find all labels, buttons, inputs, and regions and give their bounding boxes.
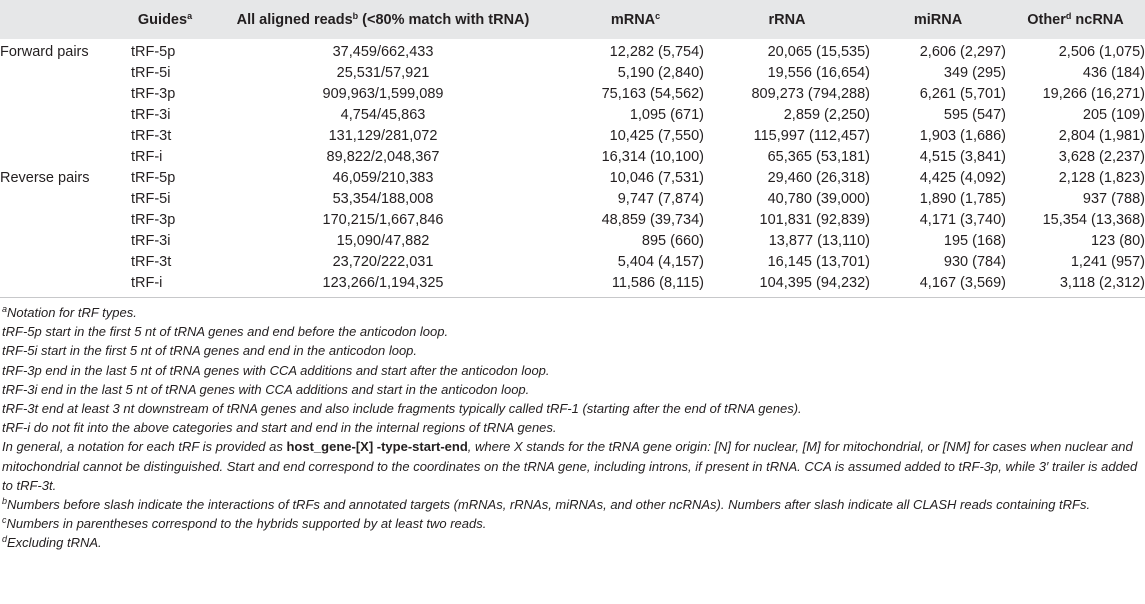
cell-all-reads: 23,720/222,031 [332,253,434,270]
cell-other-ncrna: 15,354 (13,368) [1042,211,1145,228]
cell-mirna: 1,903 (1,686) [919,127,1006,144]
cell-guide: tRF-5i [131,190,171,207]
header-group [0,0,131,39]
cell-all-reads: 25,531/57,921 [336,64,430,81]
cell-group [0,104,131,125]
table-row [0,230,1145,251]
footnote-line: tRF-i do not fit into the above categories and start and end in the internal regions of tRNA genes. [2,420,557,436]
table-row [0,188,1145,209]
cell-all-reads: 170,215/1,667,846 [322,211,444,228]
cell-all-reads: 909,963/1,599,089 [322,85,444,102]
footnote-line: tRF-5p start in the first 5 nt of tRNA genes and end before the anticodon loop. [2,324,449,340]
table-row [0,83,1145,104]
footnote-line: tRF-3t end at least 3 nt downstream of tRNA genes and also include fragments typically called tRF-1 (starting after the end of tRNA genes). [2,401,802,417]
cell-mirna: 595 (547) [943,106,1006,123]
cell-all-reads: 46,059/210,383 [332,169,434,186]
cell-group: Forward pairs [0,43,89,60]
cell-rrna: 65,365 (53,181) [767,148,870,165]
cell-mirna: 1,890 (1,785) [919,190,1006,207]
cell-mrna: 11,586 (8,115) [567,272,704,298]
cell-guide: tRF-3p [131,85,176,102]
cell-group [0,209,131,230]
cell-rrna: 2,859 (2,250) [783,106,870,123]
cell-guide: tRF-3i [131,232,171,249]
cell-group [0,146,131,167]
cell-other-ncrna: 205 (109) [1082,106,1145,123]
header-all-reads: All aligned reads$^b$ (<80% match with tRNA) [199,0,567,39]
table-footnotes [0,298,1142,553]
cell-group [0,188,131,209]
cell-other-ncrna: 2,128 (1,823) [1058,169,1145,186]
footnote-line: tRF-3i end in the last 5 nt of tRNA genes with CCA additions and start in the anticodon loop. [2,381,530,397]
footnote-line: tRF-3p end in the last 5 nt of tRNA genes with CCA additions and start after the anticodon loop. [2,362,550,378]
table-row [0,62,1145,83]
cell-other-ncrna: 1,241 (957) [1070,253,1145,270]
cell-guide: tRF-i [131,148,163,165]
table-row [0,209,1145,230]
cell-rrna: 101,831 (92,839) [759,211,870,228]
footnote-notation: In general, a notation for each tRF is provided as host_gene-[X] -type-start-end, where X stands for the tRNA gene origin: [N] for nuclear, [M] for mitochondrial, or [NM] for cases when nuclear and mitochondrial cannot be distinguished. Start and end correspond to the coordinates on the tRNA gene, including introns, if present in tRNA. CCA is assumed added to tRF-3p, while 3′ trailer is added to tRF-3t. [2,439,1138,493]
cell-mrna: 75,163 (54,562) [601,85,704,102]
header-row [0,0,1145,39]
cell-mrna: 9,747 (7,874) [617,190,704,207]
header-guides: Guides$^a$ [131,0,199,39]
cell-mirna: 4,425 (4,092) [919,169,1006,186]
cell-other-ncrna: 19,266 (16,271) [1042,85,1145,102]
cell-guide: tRF-5p [131,169,176,186]
cell-group [0,230,131,251]
cell-guide: tRF-3t [131,127,172,144]
cell-guide: tRF-5i [131,64,171,81]
table-body [0,39,1145,298]
cell-mirna: 2,606 (2,297) [919,43,1006,60]
cell-group [0,272,131,298]
cell-mrna: 5,190 (2,840) [617,64,704,81]
cell-guide: tRF-5p [131,43,176,60]
cell-other-ncrna: 3,118 (2,312) [1006,272,1145,298]
cell-rrna: 809,273 (794,288) [751,85,870,102]
cell-mrna: 10,046 (7,531) [609,169,704,186]
cell-mirna: 930 (784) [943,253,1006,270]
table-row [0,125,1145,146]
cell-other-ncrna: 3,628 (2,237) [1058,148,1145,165]
cell-rrna: 29,460 (26,318) [767,169,870,186]
cell-mrna: 895 (660) [641,232,704,249]
cell-mrna: 16,314 (10,100) [601,148,704,165]
cell-guide: tRF-3t [131,253,172,270]
cell-rrna: 19,556 (16,654) [767,64,870,81]
table-row [0,167,1145,188]
cell-all-reads: 123,266/1,194,325 [199,272,567,298]
cell-guide: tRF-3i [131,106,171,123]
cell-rrna: 16,145 (13,701) [767,253,870,270]
cell-rrna: 40,780 (39,000) [767,190,870,207]
footnote-d: $^d$Excluding tRNA. [2,534,102,551]
footnote-c: $^c$Numbers in parentheses correspond to the hybrids supported by at least two reads. [2,515,487,532]
footnote-line: tRF-5i start in the first 5 nt of tRNA genes and end in the anticodon loop. [2,343,418,359]
header-other-ncrna: Other$^d$ ncRNA [1006,0,1145,39]
cell-group: Reverse pairs [0,169,90,186]
cell-mirna: 4,171 (3,740) [919,211,1006,228]
cell-rrna: 20,065 (15,535) [767,43,870,60]
cell-other-ncrna: 937 (788) [1082,190,1145,207]
cell-all-reads: 15,090/47,882 [336,232,430,249]
cell-mrna: 12,282 (5,754) [609,43,704,60]
cell-all-reads: 4,754/45,863 [340,106,426,123]
cell-guide: tRF-3p [131,211,176,228]
cell-mirna: 4,515 (3,841) [919,148,1006,165]
cell-mirna: 349 (295) [943,64,1006,81]
footnote-b: $^b$Numbers before slash indicate the interactions of tRFs and annotated targets (mRNAs, rRNAs, miRNAs, and other ncRNAs). Numbers after slash indicate all CLASH reads containing tRFs. [2,496,1091,513]
cell-mirna: 4,167 (3,569) [870,272,1006,298]
cell-mrna: 10,425 (7,550) [609,127,704,144]
cell-all-reads: 53,354/188,008 [332,190,434,207]
cell-other-ncrna: 2,506 (1,075) [1058,43,1145,60]
cell-mirna: 195 (168) [943,232,1006,249]
cell-other-ncrna: 123 (80) [1090,232,1145,249]
header-rrna: rRNA [704,0,870,39]
cell-mirna: 6,261 (5,701) [919,85,1006,102]
cell-rrna: 13,877 (13,110) [768,232,870,249]
cell-group [0,62,131,83]
cell-all-reads: 131,129/281,072 [328,127,438,144]
footnote-a: $^a$Notation for tRF types. [2,304,137,320]
cell-other-ncrna: 2,804 (1,981) [1058,127,1145,144]
cell-all-reads: 37,459/662,433 [332,43,434,60]
table-row [0,272,1145,298]
table-row [0,251,1145,272]
cell-group [0,125,131,146]
cell-mrna: 5,404 (4,157) [617,253,704,270]
cell-mrna: 48,859 (39,734) [601,211,704,228]
header-mrna: mRNA$^c$ [567,0,704,39]
table-row [0,39,1145,62]
cell-rrna: 115,997 (112,457) [753,127,870,144]
results-table [0,0,1145,298]
header-mirna: miRNA [870,0,1006,39]
cell-all-reads: 89,822/2,048,367 [326,148,440,165]
cell-guide: tRF-i [131,272,199,298]
table-row [0,146,1145,167]
cell-rrna: 104,395 (94,232) [704,272,870,298]
table-row [0,104,1145,125]
cell-mrna: 1,095 (671) [629,106,704,123]
cell-other-ncrna: 436 (184) [1082,64,1145,81]
cell-group [0,251,131,272]
cell-group [0,83,131,104]
